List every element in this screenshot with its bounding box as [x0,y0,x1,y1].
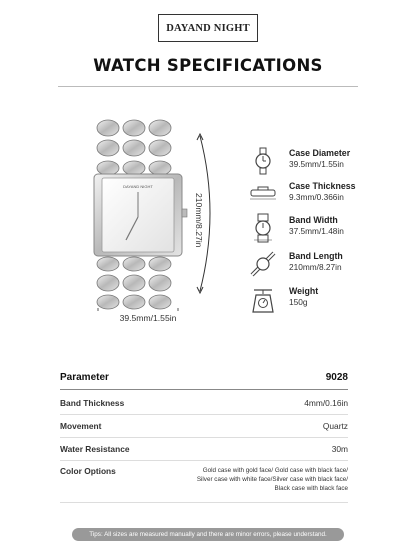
band-width-icon [248,213,278,243]
band-length-icon [248,249,278,279]
spec-value: 150g [289,297,308,307]
spec-band-length [248,249,408,285]
table-header-divider [60,389,348,390]
table-header [60,372,348,388]
lower-band-icon [97,257,171,309]
color-option-line: Gold case with gold face/ Gold case with black face/ [202,467,348,474]
row-value: Quartz [322,421,348,431]
spec-case-thickness [248,179,408,215]
title-divider [58,86,358,87]
case-thickness-icon [248,179,278,209]
row-divider [60,502,348,503]
spec-label: Band Width [289,215,338,225]
spec-value: 39.5mm/1.55in [289,159,344,169]
spec-value: 37.5mm/1.48in [289,226,344,236]
spec-band-width [248,213,408,249]
spec-label: Band Length [289,251,343,261]
row-key: Movement [60,421,102,431]
tips-text: Tips: All sizes are measured manually and there are minor errors, please understand. [89,531,327,538]
row-value-color-options [197,466,348,494]
color-option-line: Silver case with white face/Silver case with black face/ [196,476,348,484]
spec-label: Case Thickness [289,181,356,191]
row-divider [60,437,348,438]
row-value: 30m [331,444,348,454]
row-divider [60,414,348,415]
row-divider [60,460,348,461]
table-header-key: Parameter [60,372,109,383]
weight-scale-icon [248,284,278,314]
spec-value: 9.3mm/0.366in [289,192,344,202]
page-title: WATCH SPECIFICATIONS [93,56,323,75]
row-key: Band Thickness [60,398,125,408]
spec-case-diameter [248,146,408,182]
band-length-dimension: 210mm/8.27in [194,193,204,248]
color-option-line: Black case with black face [274,485,348,493]
row-key: Water Resistance [60,444,130,454]
brand-name: DAYAND NIGHT [166,22,250,34]
spec-weight [248,284,408,320]
brand-logo-box [158,14,258,42]
case-diameter-icon [248,146,278,176]
dial-brand: DAYAND NIGHT [123,184,153,189]
tips-banner [72,528,344,541]
spec-label: Case Diameter [289,148,351,158]
table-header-value: 9028 [325,372,348,383]
spec-value: 210mm/8.27in [289,262,342,272]
crown-icon [182,209,187,217]
spec-label: Weight [289,286,319,296]
upper-band-icon [97,120,171,175]
case-diameter-dimension: 39.5mm/1.55in [119,313,177,323]
row-key: Color Options [60,466,116,476]
row-value: 4mm/0.16in [304,398,348,408]
